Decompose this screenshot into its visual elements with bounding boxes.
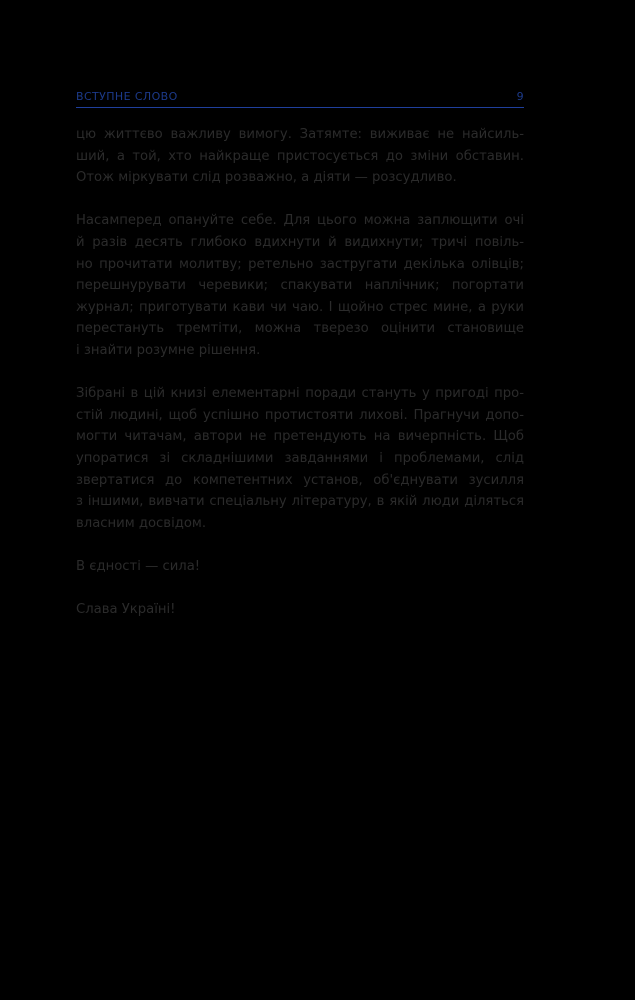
text-line: звертатися до компетентних установ, об'єднувати зусилля — [76, 472, 524, 488]
paragraph-3 — [76, 383, 524, 534]
text-line: В єдності — сила! — [76, 558, 201, 574]
text-line: Насамперед опануйте себе. Для цього можна заплющити очі — [76, 213, 524, 229]
text-line: власним досвідом. — [76, 515, 207, 531]
text-line: Отож міркувати слід розважно, а діяти — розсудливо. — [76, 170, 457, 186]
paragraph-2 — [76, 210, 524, 361]
section-title: ВСТУПНЕ СЛОВО — [76, 90, 178, 103]
body-text — [76, 124, 524, 642]
text-line: й разів десять глибоко вдихнути й видихнути; тричі повіль- — [76, 234, 524, 250]
text-line: ший, а той, хто найкраще пристосується до зміни обставин. — [76, 148, 524, 164]
text-line: Зібрані в цій книзі елементарні поради стануть у пригоді про- — [76, 386, 524, 402]
text-line: могти читачам, автори не претендують на вичерпність. Щоб — [76, 429, 524, 445]
paragraph-slogan-unity — [76, 556, 524, 578]
text-line: Слава Україні! — [76, 602, 176, 618]
text-line: перестануть тремтіти, можна тверезо оцінити становище — [76, 321, 524, 337]
text-line: і знайти розумне рішення. — [76, 342, 261, 358]
page-number: 9 — [516, 90, 524, 103]
text-line: стій людині, щоб успішно протистояти лихові. Прагнучи допо- — [76, 407, 524, 423]
paragraph-slogan-glory — [76, 599, 524, 621]
text-line: упоратися зі складнішими завданнями і проблемами, слід — [76, 450, 524, 466]
text-line: перешнурувати черевики; спакувати наплічник; погортати — [76, 278, 524, 294]
running-head — [76, 90, 524, 106]
text-line: з іншими, вивчати спеціальну літературу, в якій люди діляться — [76, 494, 524, 510]
header-divider — [76, 107, 524, 108]
text-line: журнал; приготувати кави чи чаю. І щойно стрес мине, а руки — [76, 299, 524, 315]
text-line: цю життєво важливу вимогу. Затямте: виживає не найсиль- — [76, 127, 524, 142]
paragraph-1 — [76, 124, 524, 189]
text-line: но прочитати молитву; ретельно застругати декілька олівців; — [76, 256, 524, 272]
